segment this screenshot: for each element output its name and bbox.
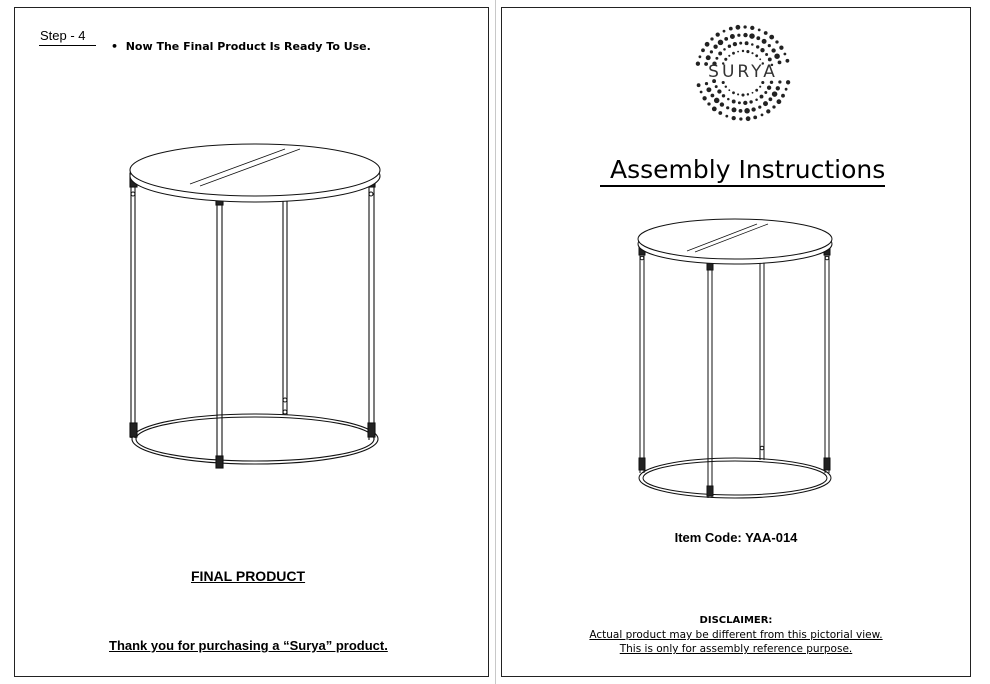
brand-wordmark: SURYA [708, 62, 778, 82]
final-product-page [14, 7, 489, 677]
item-code: Item Code: YAA-014 [674, 530, 798, 545]
step-label: Step - 4 [40, 28, 86, 43]
page-divider [495, 0, 496, 684]
cover-page [501, 7, 971, 677]
table-base-ring-inner [643, 461, 827, 495]
table-base-ring [132, 414, 378, 464]
final-product-label: FINAL PRODUCT [191, 568, 306, 584]
document-title: Assembly Instructions [610, 155, 886, 184]
table-top [130, 144, 380, 196]
thank-you-message: Thank you for purchasing a “Surya” product. [109, 638, 388, 653]
table-top [638, 219, 832, 259]
table-base-ring-inner [136, 417, 374, 461]
table-base-ring [639, 458, 831, 498]
bullet-symbol: • [111, 40, 119, 53]
disclaimer-line-2: This is only for assembly reference purpose. [619, 643, 853, 655]
cover-table-illustration [502, 8, 972, 678]
disclaimer-line-1: Actual product may be different from this pictorial view. [589, 629, 883, 641]
instruction-text: Now The Final Product Is Ready To Use. [125, 40, 371, 53]
disclaimer-title: DISCLAIMER: [699, 615, 773, 626]
